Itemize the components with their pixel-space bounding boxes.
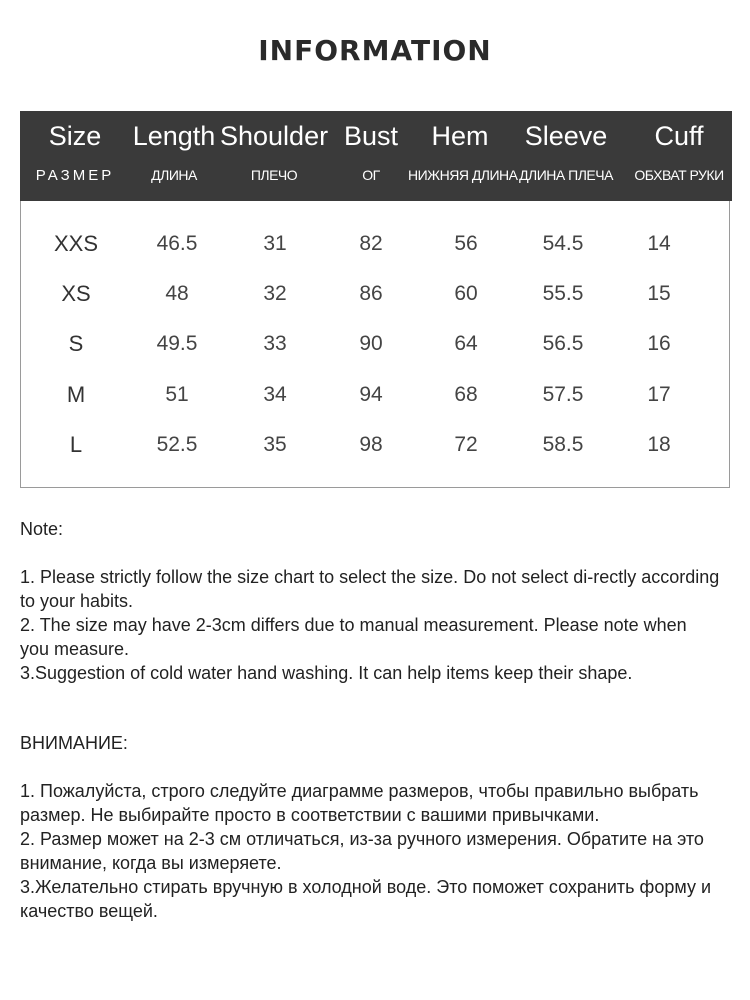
- table-row: [21, 375, 731, 415]
- table-cell: 56.5: [542, 332, 584, 355]
- notes-section: [20, 517, 720, 923]
- table-cell: 58.5: [542, 433, 584, 456]
- table-cell: 60: [454, 282, 478, 305]
- table-cell: 14: [647, 232, 671, 255]
- header-sublabel: ДЛИНА ПЛЕЧА: [519, 167, 613, 183]
- note-item-en: 2. The size may have 2-3cm differs due to manual measurement. Please note when you measure.: [20, 615, 687, 659]
- header-shoulder: [220, 111, 328, 201]
- size-cell: XXS: [53, 231, 99, 256]
- table-cell: 90: [359, 332, 383, 355]
- table-cell: 72: [454, 433, 478, 456]
- table-cell: 46.5: [156, 232, 198, 255]
- table-header: [20, 111, 732, 201]
- table-cell: 51: [165, 383, 189, 406]
- note-item-en: 1. Please strictly follow the size chart to select the size. Do not select di-rectly according to your habits.: [20, 567, 720, 611]
- table-cell: 33: [263, 332, 287, 355]
- note-item-ru: 2. Размер может на 2-3 см отличаться, из-за ручного измерения. Обратите на это внимание, когда вы измеряете.: [20, 829, 704, 873]
- header-sublabel: РАЗМЕР: [35, 167, 115, 184]
- size-cell: S: [68, 331, 84, 356]
- table-cell: 57.5: [542, 383, 584, 406]
- header-sublabel: НИЖНЯЯ ДЛИНА: [408, 167, 518, 183]
- table-row: [21, 274, 731, 314]
- table-cell: 15: [647, 282, 671, 305]
- header-sublabel: ПЛЕЧО: [250, 167, 298, 183]
- table-cell: 55.5: [542, 282, 584, 305]
- size-cell: M: [66, 382, 86, 407]
- table-cell: 86: [359, 282, 383, 305]
- note-item-ru: 3.Желательно стирать вручную в холодной воде. Это поможет сохранить форму и качество вещей.: [20, 877, 712, 921]
- table-cell: 35: [263, 433, 287, 456]
- table-cell: 34: [263, 383, 287, 406]
- header-length: [124, 111, 224, 201]
- table-cell: 49.5: [156, 332, 198, 355]
- table-cell: 16: [647, 332, 671, 355]
- table-cell: 68: [454, 383, 478, 406]
- note-heading-ru: ВНИМАНИЕ:: [20, 733, 128, 753]
- header-sublabel: ОБХВАТ РУКИ: [634, 167, 724, 183]
- page-title: INFORMATION: [258, 34, 492, 67]
- table-cell: 64: [454, 332, 478, 355]
- header-label: Shoulder: [220, 121, 329, 151]
- header-label: Bust: [343, 121, 399, 151]
- header-cuff: [626, 111, 732, 201]
- header-sublabel: ДЛИНА: [151, 167, 197, 183]
- table-cell: 32: [263, 282, 287, 305]
- table-cell: 18: [647, 433, 671, 456]
- header-label: Hem: [431, 121, 489, 151]
- table-cell: 54.5: [542, 232, 584, 255]
- header-hem: [408, 111, 518, 201]
- table-row: [21, 224, 731, 264]
- header-sublabel: ОГ: [362, 167, 380, 183]
- table-row: [21, 324, 731, 364]
- table-cell: 82: [359, 232, 383, 255]
- table-cell: 52.5: [156, 433, 198, 456]
- table-cell: 17: [647, 383, 671, 406]
- table-cell: 98: [359, 433, 383, 456]
- note-heading-en: Note:: [20, 519, 64, 539]
- note-item-en: 3.Suggestion of cold water hand washing. It can help items keep their shape.: [20, 663, 633, 683]
- table-cell: 94: [359, 383, 383, 406]
- table-row: [21, 425, 731, 465]
- size-cell: XS: [61, 281, 91, 306]
- size-chart-table: [20, 111, 730, 488]
- header-label: Sleeve: [524, 121, 608, 151]
- header-bust: [330, 111, 412, 201]
- header-label: Size: [48, 121, 102, 151]
- table-cell: 48: [165, 282, 189, 305]
- table-cell: 31: [263, 232, 287, 255]
- header-label: Length: [132, 121, 216, 151]
- header-size: [20, 111, 130, 201]
- header-sleeve: [516, 111, 616, 201]
- note-item-ru: 1. Пожалуйста, строго следуйте диаграмме размеров, чтобы правильно выбрать размер. Не выбирайте просто в соответствии с вашими привычками.: [20, 781, 699, 825]
- table-cell: 56: [454, 232, 478, 255]
- header-label: Cuff: [654, 121, 704, 151]
- size-cell: L: [69, 432, 83, 457]
